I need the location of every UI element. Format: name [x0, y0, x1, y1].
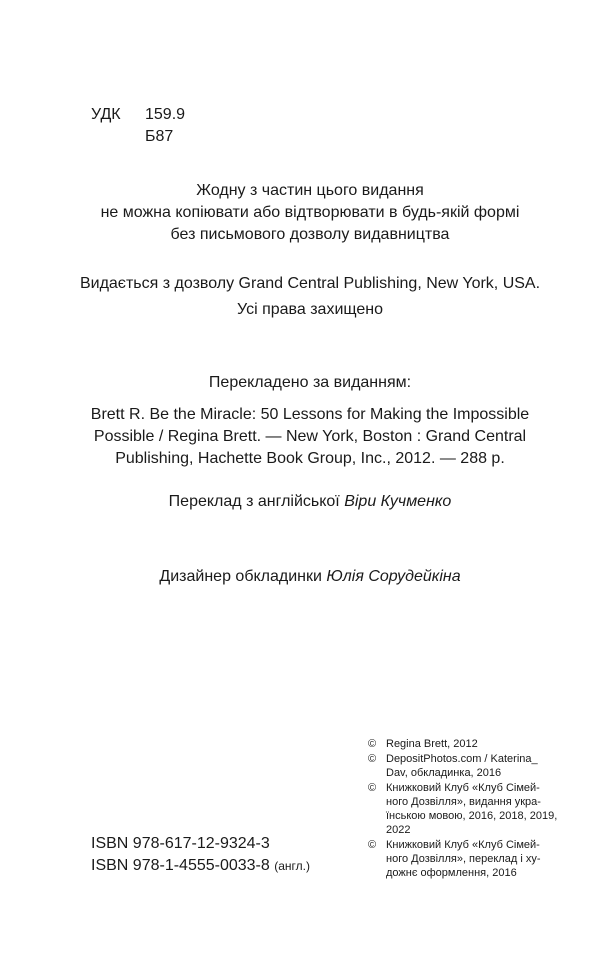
copyright-entry [368, 838, 568, 880]
udk-row [91, 104, 185, 126]
copyright-line: Dav, обкладинка, 2016 [386, 767, 502, 779]
isbn-ua: ISBN 978-617-12-9324-3 [91, 835, 270, 852]
code-row [91, 126, 185, 148]
copyright-symbol: © [368, 753, 377, 765]
citation-line: Brett R. Be the Miracle: 50 Lessons for Making the Impossible [90, 406, 530, 423]
isbn-block [91, 833, 310, 877]
copyright-entry [368, 737, 568, 751]
translator-credit [60, 491, 560, 513]
copyright-line: ного Дозвілля», переклад і ху- [386, 853, 541, 865]
copyright-symbol: © [368, 738, 377, 750]
notice-line: не можна копіювати або відтворювати в будь-якій формі [100, 204, 520, 221]
citation-line: Possible / Regina Brett. — New York, Boston : Grand Central [93, 428, 527, 445]
copyright-line: їнською мовою, 2016, 2018, 2019, [386, 810, 558, 822]
udk-value: 159.9 [145, 106, 186, 123]
author-code: Б87 [145, 128, 174, 145]
copyright-list [368, 737, 568, 881]
translator-prefix: Переклад з англійської [168, 493, 340, 510]
copyright-line: Книжковий Клуб «Клуб Сімей- [386, 839, 540, 851]
translated-from-heading: Перекладено за виданням: [208, 374, 412, 391]
classification-block [91, 104, 185, 148]
permission-notice [60, 273, 560, 321]
copyright-line: дожнє оформлення, 2016 [386, 867, 517, 879]
copyright-entry [368, 752, 568, 780]
copy-notice [60, 180, 560, 246]
copyright-symbol: © [368, 839, 377, 851]
udk-label: УДК [91, 106, 121, 123]
designer-prefix: Дизайнер обкладинки [159, 568, 322, 585]
copyright-line: DepositPhotos.com / Katerina_ [386, 753, 538, 765]
copyright-symbol: © [368, 782, 377, 794]
translator-name: Віри Кучменко [344, 493, 452, 510]
isbn-en: ISBN 978-1-4555-0033-8 [91, 857, 270, 874]
isbn-en-note: (англ.) [274, 859, 310, 873]
copyright-line: ного Дозвілля», видання укра- [386, 796, 541, 808]
rights-reserved: Усі права захищено [236, 301, 383, 318]
copyright-line: Regina Brett, 2012 [386, 738, 478, 750]
notice-line: без письмового дозволу видавництва [170, 226, 450, 243]
designer-name: Юлія Сорудейкіна [326, 568, 461, 585]
permission-line: Видається з дозволу Grand Central Publishing, New York, USA. [79, 275, 541, 292]
citation-line: Publishing, Hachette Book Group, Inc., 2012. — 288 p. [115, 450, 505, 467]
copyright-line: 2022 [386, 824, 411, 836]
designer-credit [60, 566, 560, 588]
notice-line: Жодну з частин цього видання [196, 182, 424, 199]
original-citation [50, 404, 570, 470]
copyright-entry [368, 781, 568, 837]
isbn-en-row [91, 855, 310, 877]
copyright-line: Книжковий Клуб «Клуб Сімей- [386, 782, 540, 794]
